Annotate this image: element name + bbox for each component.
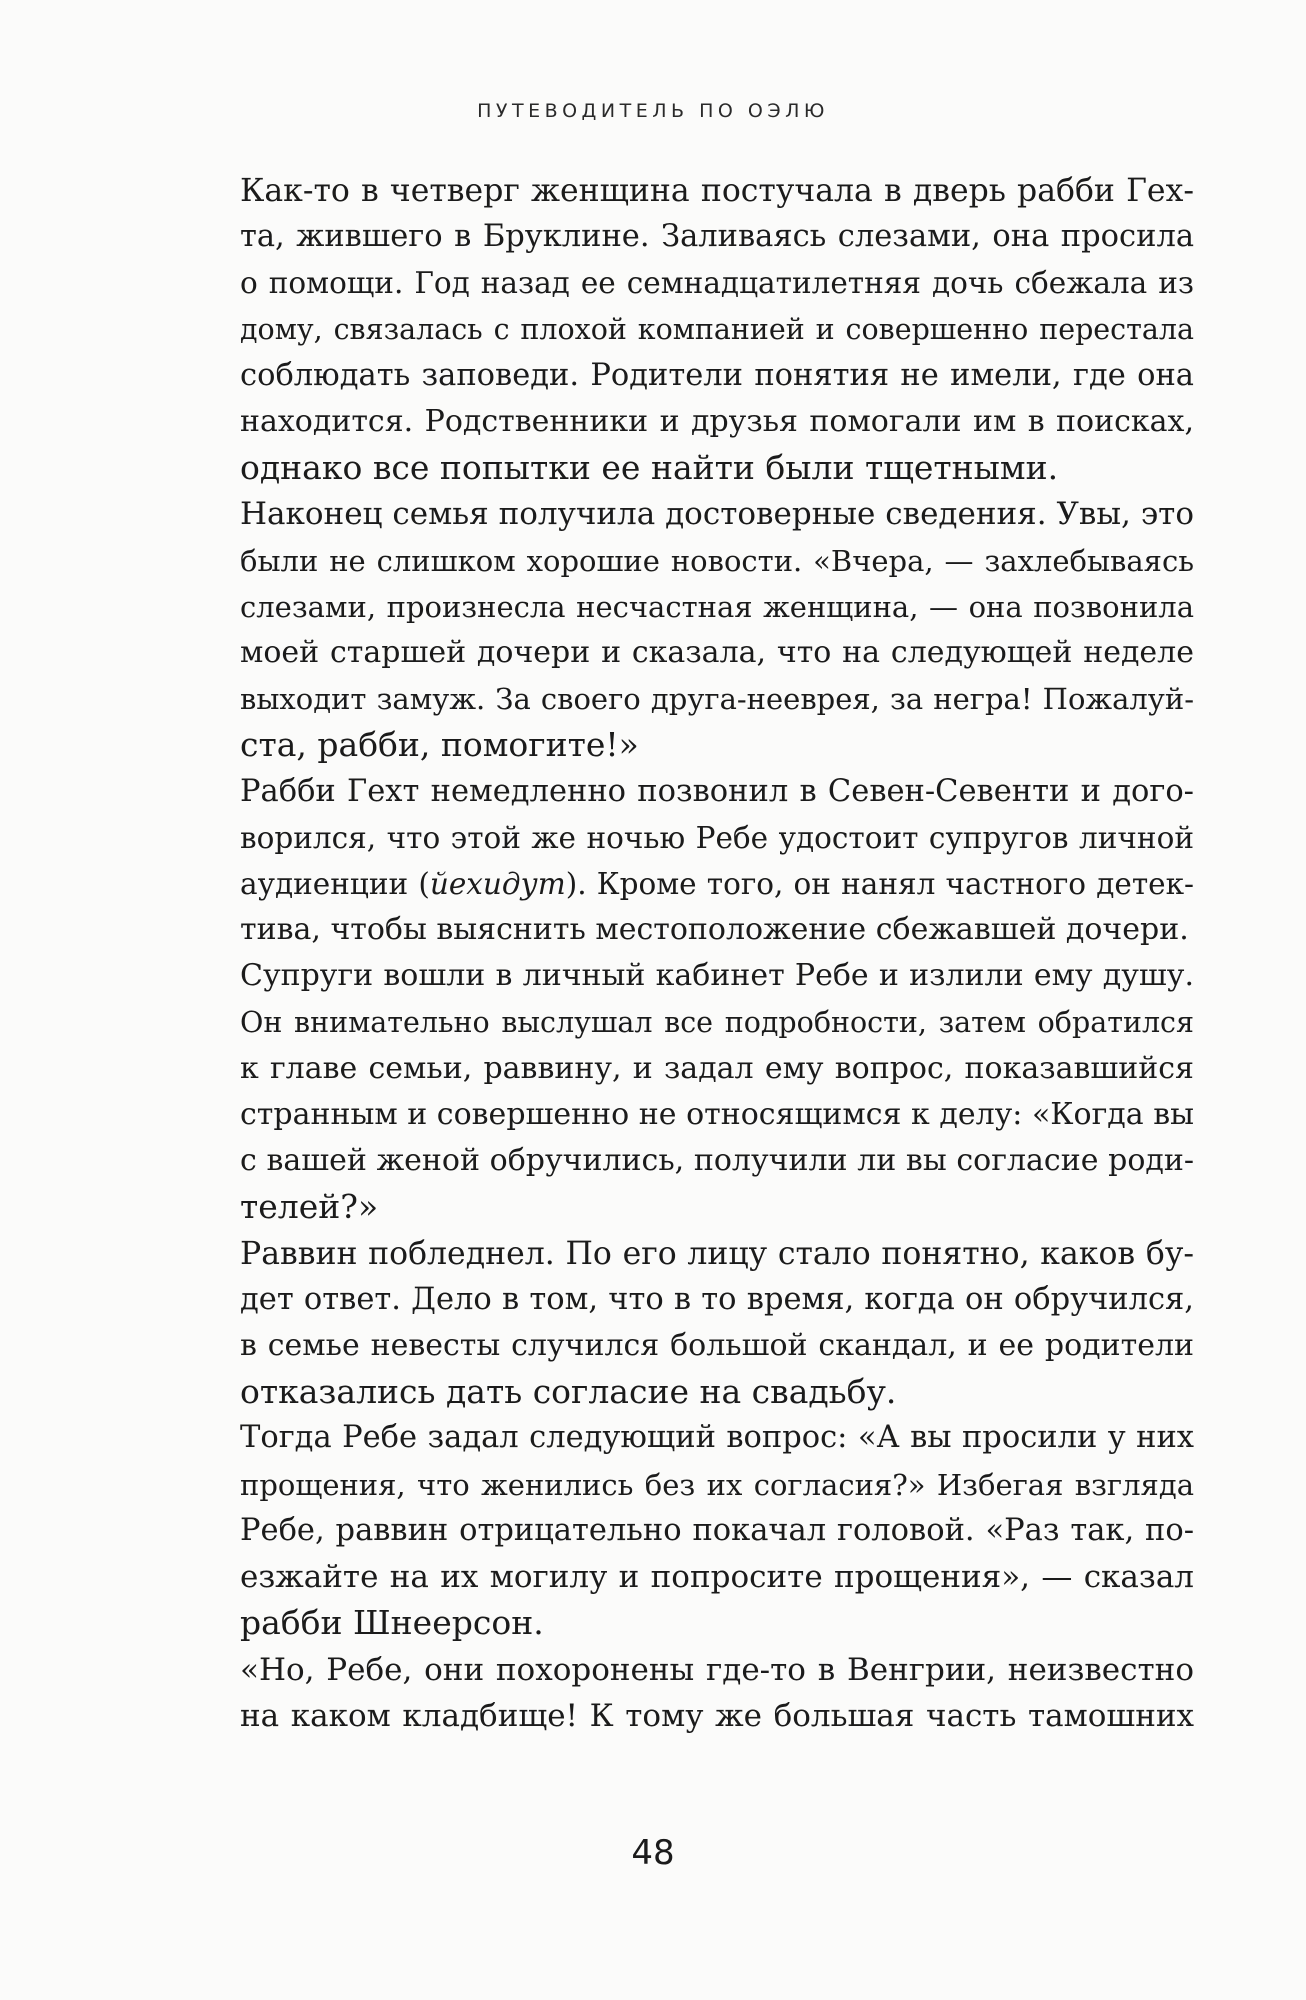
text-line: тива, чтобы выяснить местоположение сбежавшей дочери. [240,912,1189,948]
paragraph [190,769,1194,954]
text-line: Рабби Гехт немедленно позвонил в Севен-Севенти и дого- [240,773,1194,809]
text-line: моей старшей дочери и сказала, что на следующей неделе [240,635,1194,671]
text-line: та, жившего в Бруклине. Заливаясь слезами, она просила [240,219,1194,255]
text-line: Раввин побледнел. По его лицу стало понятно, каков бу- [240,1235,1194,1272]
running-head: ПУТЕВОДИТЕЛЬ ПО ОЭЛЮ [477,100,829,122]
paragraph [190,1647,1194,1739]
text-line: однако все попытки ее найти были тщетными. [240,448,1059,488]
text-line: с вашей женой обручились, получили ли вы согласие роди- [240,1143,1194,1179]
text-line: Супруги вошли в личный кабинет Ребе и излили ему душу. [240,958,1194,994]
page-number: 48 [631,1833,675,1873]
text-line: выходит замуж. За своего друга-нееврея, за негра! Пожалуй- [240,682,1194,717]
text-line: были не слишком хорошие новости. «Вчера, — захлебываясь [240,543,1194,578]
text-line: на каком кладбище! К тому же большая часть тамошних [240,1697,1194,1734]
text-line: Он внимательно выслушал все подробности, затем обратился [240,1005,1194,1039]
text-line: о помощи. Год назад ее семнадцатилетняя дочь сбежала из [240,266,1194,301]
text-line: езжайте на их могилу и попросите прощения», — сказал [240,1559,1194,1596]
text-line: ста, рабби, помогите!» [240,725,639,765]
text-line: «Но, Ребе, они похоронены где-то в Венгрии, неизвестно [240,1651,1194,1688]
text-line: ворился, что этой же ночью Ребе удостоит супругов личной [240,820,1194,855]
text-line: Тогда Ребе задал следующий вопрос: «А вы просили у них [240,1420,1194,1456]
text-line: дет ответ. Дело в том, что в то время, когда он обручился, [240,1281,1194,1317]
text-line: к главе семьи, раввину, и задал ему вопрос, показавшийся [240,1050,1194,1086]
paragraph [190,1415,1194,1646]
text-line: телей?» [240,1187,379,1227]
text-line: аудиенции (йехидут). Кроме того, он нанял частного детек- [240,867,1194,902]
text-line: Ребе, раввин отрицательно покачал головой. «Раз так, по- [240,1512,1194,1548]
paragraph [190,491,1194,768]
text-line: соблюдать заповеди. Родители понятия не имели, где она [240,357,1194,393]
body-text [190,168,1194,1739]
paragraph [190,168,1194,491]
text-line: странным и совершенно не относящимся к делу: «Когда вы [240,1097,1194,1133]
text-line: Наконец семья получила достоверные сведения. Увы, это [240,496,1194,533]
paragraph [190,953,1194,1230]
text-line: рабби Шнеерсон. [240,1603,544,1643]
text-line: находится. Родственники и друзья помогали им в поисках, [240,404,1194,440]
text-line: в семье невесты случился большой скандал, и ее родители [240,1328,1194,1364]
text-line: прощения, что женились без их согласия?» Избегая взгляда [240,1467,1194,1502]
text-line: дому, связалась с плохой компанией и совершенно перестала [240,312,1194,346]
text-line: отказались дать согласие на свадьбу. [240,1372,897,1412]
text-line: Как-то в четверг женщина постучала в дверь рабби Гех- [240,173,1194,209]
paragraph [190,1231,1194,1416]
text-line: слезами, произнесла несчастная женщина, — она позвонила [240,589,1194,624]
italic-term: йехидут [429,867,566,902]
